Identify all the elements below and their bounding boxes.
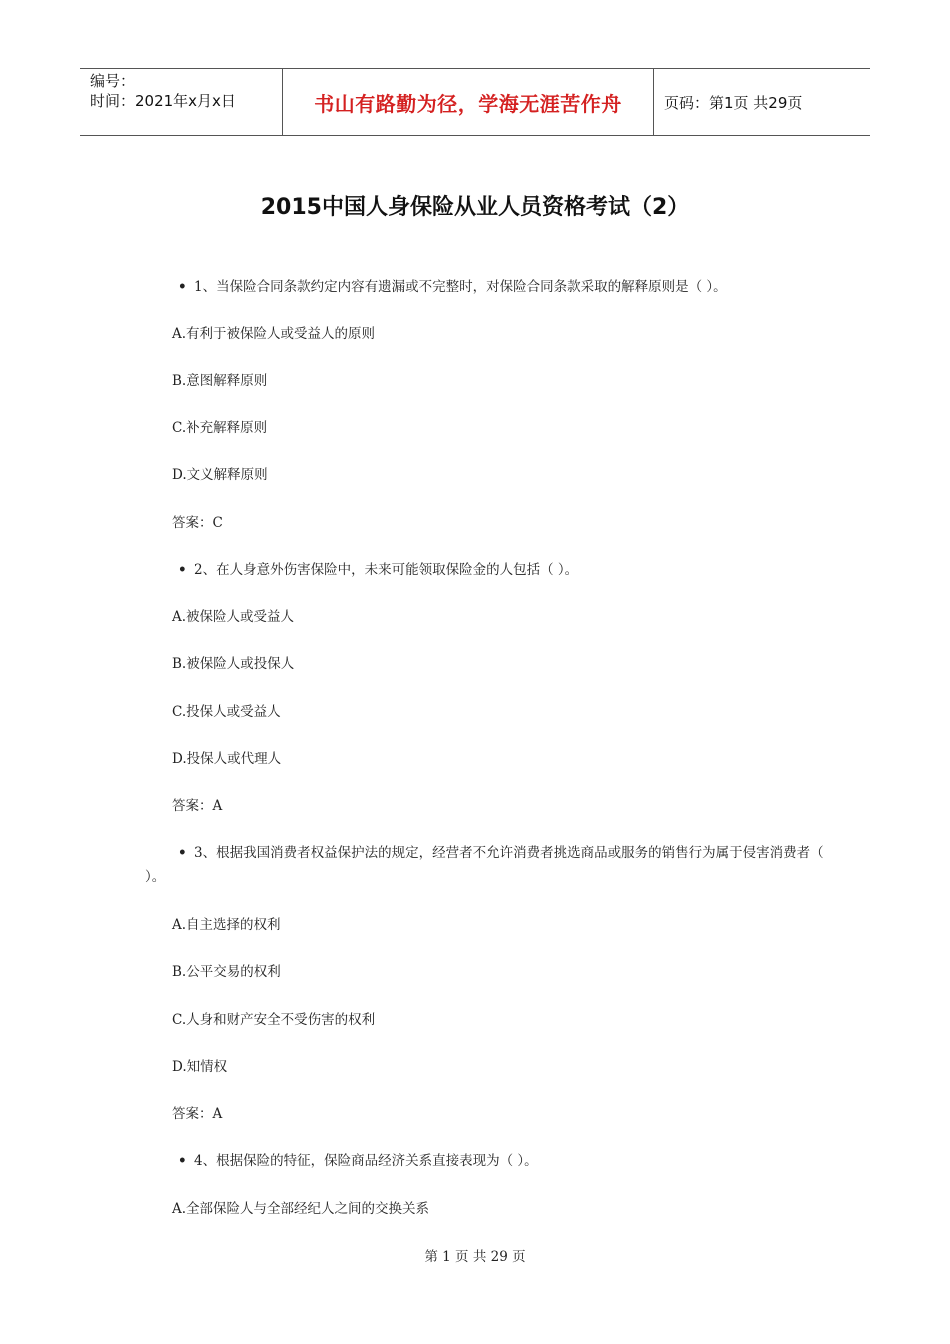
question-3-answer: 答案：A xyxy=(172,1106,223,1122)
bullet-icon: • xyxy=(178,279,187,295)
document-date-label: 时间：2021年x月x日 xyxy=(90,92,236,110)
header-page-info: 页码：第1页 共29页 xyxy=(664,93,803,112)
question-3-option-d: D.知情权 xyxy=(172,1059,228,1075)
question-2-option-b: B.被保险人或投保人 xyxy=(172,656,295,672)
question-2 xyxy=(178,558,578,582)
document-number-label: 编号： xyxy=(90,72,136,90)
header-motto: 书山有路勤为径，学海无涯苦作舟 xyxy=(282,69,654,135)
question-1 xyxy=(178,275,727,299)
question-3-option-c: C.人身和财产安全不受伤害的权利 xyxy=(172,1012,376,1028)
question-text: 2、在人身意外伤害保险中，未来可能领取保险金的人包括（ ）。 xyxy=(194,562,579,578)
question-2-option-a: A.被保险人或受益人 xyxy=(172,609,295,625)
question-3-option-b: B.公平交易的权利 xyxy=(172,964,281,980)
bullet-icon: • xyxy=(178,1153,187,1169)
page-footer: 第 1 页 共 29 页 xyxy=(424,1249,526,1265)
question-3-option-a: A.自主选择的权利 xyxy=(172,917,281,933)
question-1-answer: 答案：C xyxy=(172,515,223,531)
question-3 xyxy=(145,841,825,889)
question-2-answer: 答案：A xyxy=(172,798,223,814)
question-2-option-d: D.投保人或代理人 xyxy=(172,751,282,767)
question-4-option-a: A.全部保险人与全部经纪人之间的交换关系 xyxy=(172,1201,430,1217)
question-4 xyxy=(178,1149,538,1173)
question-text: 4、根据保险的特征，保险商品经济关系直接表现为（ ）。 xyxy=(194,1153,538,1169)
question-1-option-b: B.意图解释原则 xyxy=(172,373,268,389)
question-text: 1、当保险合同条款约定内容有遗漏或不完整时，对保险合同条款采取的解释原则是（ ）。 xyxy=(194,279,727,295)
bullet-icon: • xyxy=(178,562,187,578)
question-1-option-c: C.补充解释原则 xyxy=(172,420,268,436)
page-title: 2015中国人身保险从业人员资格考试（2） xyxy=(260,195,690,220)
question-2-option-c: C.投保人或受益人 xyxy=(172,704,281,720)
header-meta-cell xyxy=(80,69,282,135)
question-1-option-a: A.有利于被保险人或受益人的原则 xyxy=(172,326,376,342)
bullet-icon: • xyxy=(178,845,187,861)
question-text: 3、根据我国消费者权益保护法的规定，经营者不允许消费者挑选商品或服务的销售行为属于侵害消费者（ ）。 xyxy=(145,845,824,885)
header-table xyxy=(80,68,870,136)
question-1-option-d: D.文义解释原则 xyxy=(172,467,268,483)
